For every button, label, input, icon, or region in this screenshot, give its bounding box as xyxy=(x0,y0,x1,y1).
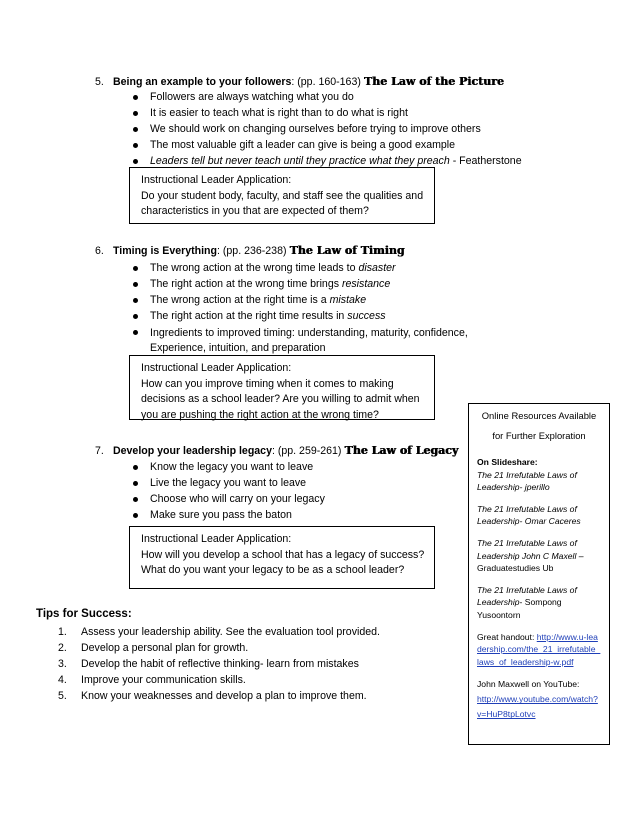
application-box-6 xyxy=(129,355,435,420)
tip-item xyxy=(58,640,380,656)
bullet-item: The most valuable gift a leader can give is being a good example xyxy=(131,139,551,152)
bullet-emphasis: success xyxy=(347,310,386,322)
bullet-item xyxy=(131,262,491,275)
bullet-text: Ingredients to improved timing: understanding, maturity, confidence, Experience, intuition, and preparation xyxy=(150,327,468,354)
bullet-item xyxy=(131,310,491,323)
box-title: Instructional Leader Application: xyxy=(141,174,292,186)
box-title: Instructional Leader Application: xyxy=(141,533,292,545)
bullet-item: Make sure you pass the baton xyxy=(131,509,451,522)
item-title: Timing is Everything xyxy=(113,245,217,257)
entry-title: The 21 Irrefutable Laws of Leadership xyxy=(477,584,577,608)
item-6-bullets xyxy=(131,262,491,359)
tip-text: Assess your leadership ability. See the evaluation tool provided. xyxy=(81,626,380,638)
box-title: Instructional Leader Application: xyxy=(141,362,292,374)
law-title: The Law of Legacy xyxy=(344,444,459,457)
entry-author: - Sompong Yusoontorn xyxy=(477,597,562,620)
entry-title: The 21 Irrefutable Laws of Leadership xyxy=(477,469,577,493)
slideshare-label: On Slideshare: xyxy=(477,457,538,467)
tips-title: Tips for Success: xyxy=(36,608,132,620)
slideshare-entry[interactable] xyxy=(477,503,601,528)
item-number: 5. xyxy=(95,76,104,88)
item-7-bullets xyxy=(131,461,451,525)
tips-list xyxy=(58,624,380,704)
tip-text: Develop a personal plan for growth. xyxy=(81,642,249,654)
online-resources-box xyxy=(468,403,610,745)
bullet-text: The wrong action at the right time is a xyxy=(150,294,330,306)
item-pages: : (pp. 259-261) xyxy=(271,445,342,457)
bullet-item: Choose who will carry on your legacy xyxy=(131,493,451,506)
item-7-heading xyxy=(95,444,458,458)
handout-label: Great handout: xyxy=(477,631,537,642)
box-text: How can you improve timing when it comes to making decisions as a school leader? Are you willing to admit when you are pushing the right action at the wrong time? xyxy=(141,377,420,421)
bullet-text: The right action at the right time results in xyxy=(150,310,348,322)
tip-number: 1. xyxy=(58,626,67,638)
bullet-text: The wrong action at the wrong time leads to xyxy=(150,262,359,274)
youtube-entry xyxy=(477,677,601,722)
application-box-7 xyxy=(129,526,435,589)
item-number: 6. xyxy=(95,245,104,257)
bullet-item xyxy=(131,278,491,291)
slideshare-entry[interactable] xyxy=(477,469,601,494)
tip-text: Improve your communication skills. xyxy=(81,674,246,686)
tip-item xyxy=(58,672,380,688)
resources-heading: Online Resources Available for Further Exploration xyxy=(481,410,597,441)
quote-text: Leaders tell but never teach until they practice what they preach xyxy=(150,155,450,167)
bullet-item: We should work on changing ourselves before trying to improve others xyxy=(131,123,551,136)
entry-author: Graduatestudies Ub xyxy=(477,563,554,574)
item-5-bullets xyxy=(131,91,551,171)
entry-author: - Omar Caceres xyxy=(519,516,581,527)
tip-number: 5. xyxy=(58,690,67,702)
bullet-item: Know the legacy you want to leave xyxy=(131,461,451,474)
bullet-item: Live the legacy you want to leave xyxy=(131,477,451,490)
bullet-item xyxy=(131,294,491,307)
bullet-item: It is easier to teach what is right than to do what is right xyxy=(131,107,551,120)
tip-item xyxy=(58,656,380,672)
youtube-link[interactable]: http://www.youtube.com/watch?v=HuP8tpLotvc xyxy=(477,694,598,720)
bullet-emphasis: disaster xyxy=(358,262,396,274)
bullet-item xyxy=(131,326,491,356)
slideshare-entry[interactable] xyxy=(477,537,601,575)
item-5-heading xyxy=(95,75,504,89)
item-pages: : (pp. 160-163) xyxy=(291,76,361,88)
item-pages: : (pp. 236-238) xyxy=(217,245,287,257)
tip-item xyxy=(58,688,380,704)
box-text: How will you develop a school that has a legacy of success? What do you want your legacy to be as a school leader? xyxy=(141,548,425,576)
entry-title: The 21 Irrefutable Laws of Leadership xyxy=(477,503,577,527)
box-text: Do your student body, faculty, and staff see the qualities and characteristics in you that are expected of them? xyxy=(141,189,424,217)
handout-link[interactable]: http://www.u-leadership.com/the_21_irrefutable_laws_of_leadership-w.pdf xyxy=(477,631,601,667)
bullet-text: The right action at the wrong time brings xyxy=(150,278,342,290)
tip-item xyxy=(58,624,380,640)
entry-author: - jperillo xyxy=(519,482,550,493)
item-number: 7. xyxy=(95,445,104,457)
handout-entry xyxy=(477,631,601,669)
item-6-heading xyxy=(95,244,404,258)
tip-text: Develop the habit of reflective thinking- learn from mistakes xyxy=(81,658,359,670)
item-title: Develop your leadership legacy xyxy=(113,445,272,457)
item-title: Being an example to your followers xyxy=(113,76,292,88)
youtube-label: John Maxwell on YouTube: xyxy=(477,679,580,690)
quote-author: - Featherstone xyxy=(449,155,522,167)
entry-title: The 21 Irrefutable Laws of Leadership John C Maxell – xyxy=(477,537,584,561)
bullet-emphasis: resistance xyxy=(341,278,391,290)
law-title: The Law of the Picture xyxy=(363,75,504,88)
application-box-5 xyxy=(129,167,435,224)
law-title: The Law of Timing xyxy=(289,244,405,257)
tip-number: 4. xyxy=(58,674,67,686)
tip-text: Know your weaknesses and develop a plan to improve them. xyxy=(81,690,367,702)
slideshare-entry[interactable] xyxy=(477,584,601,622)
bullet-emphasis: mistake xyxy=(329,294,367,306)
tip-number: 3. xyxy=(58,658,67,670)
bullet-item: Followers are always watching what you do xyxy=(131,91,551,104)
tip-number: 2. xyxy=(58,642,67,654)
